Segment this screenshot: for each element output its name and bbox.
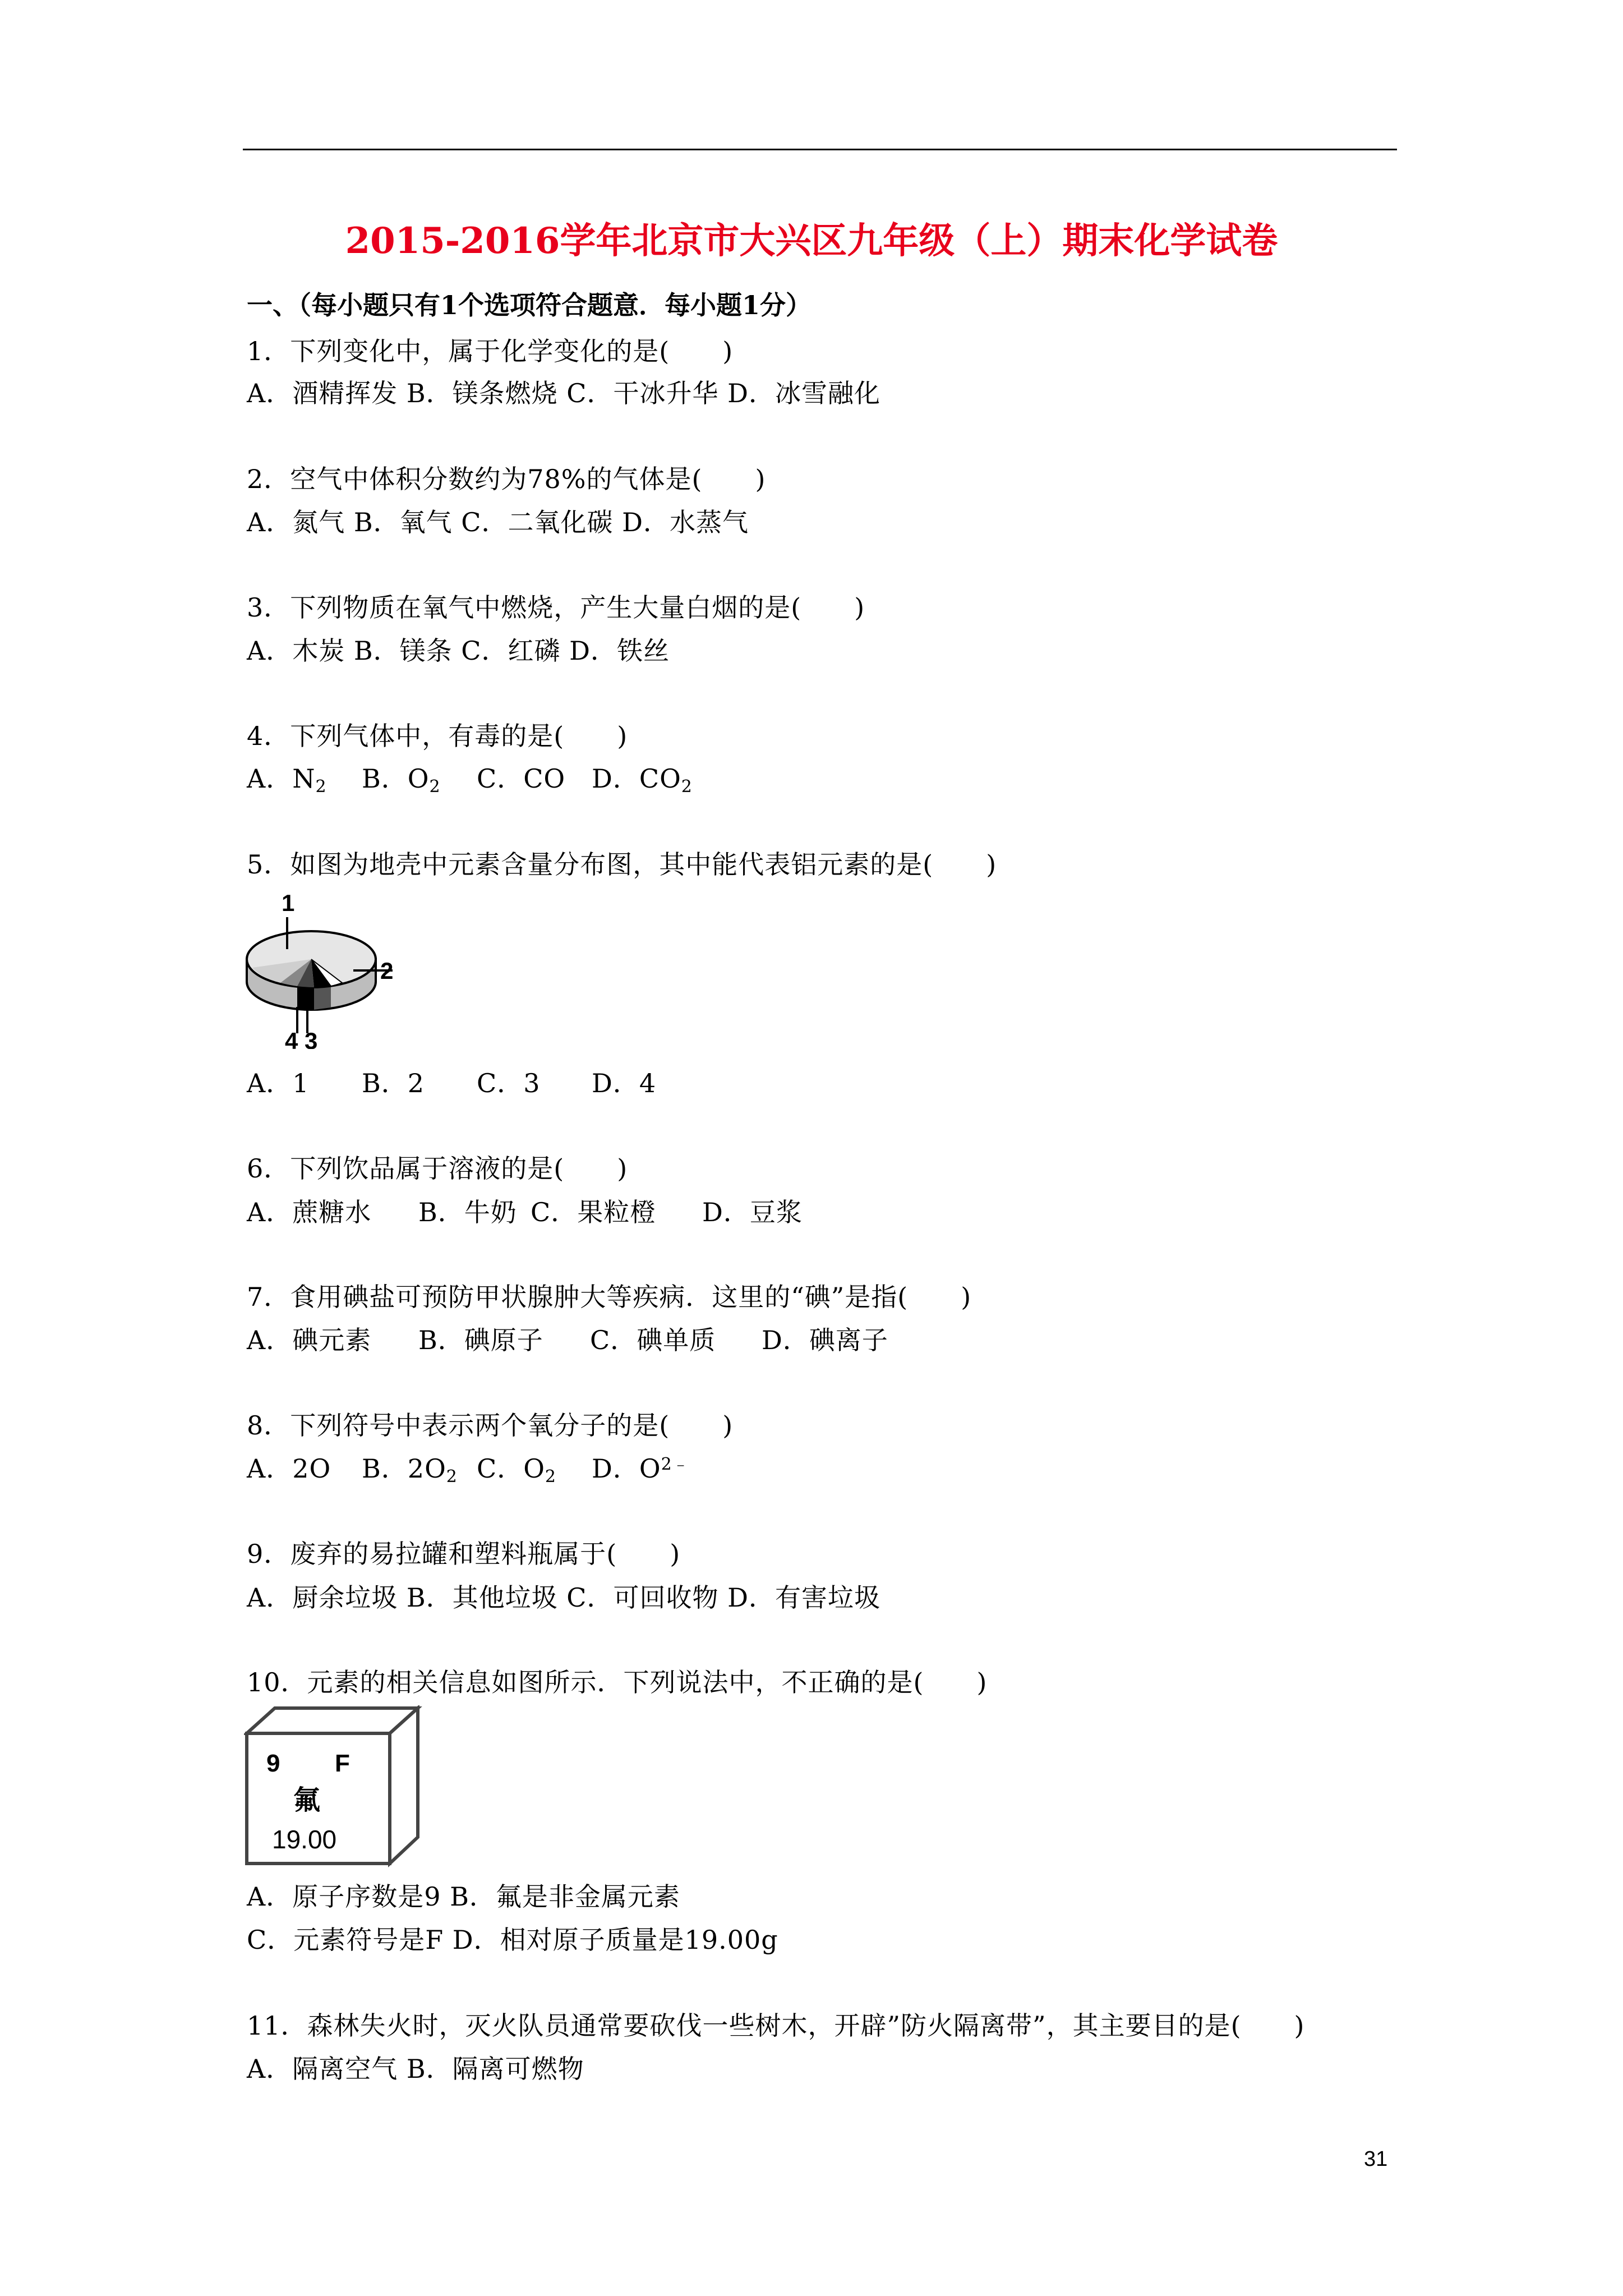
option-a: A．$N_2$ <box>247 763 327 797</box>
option-b: B．$O_2$ <box>362 763 441 797</box>
label-2: 2 <box>380 958 394 984</box>
option-b: B．牛奶 <box>418 1197 517 1227</box>
question-9-stem: 9．废弃的易拉罐和塑料瓶属于( ) <box>247 1539 681 1569</box>
option-b: B．2 <box>362 1068 425 1098</box>
atomic-number: 9 <box>266 1750 280 1777</box>
question-9-options: A．厨余垃圾 B．其他垃圾 C．可回收物 D．有害垃圾 <box>247 1582 880 1613</box>
question-2-stem: 2．空气中体积分数约为78%的气体是( ) <box>247 464 766 494</box>
question-10-stem: 10．元素的相关信息如图所示．下列说法中，不正确的是( ) <box>247 1667 988 1697</box>
question-5-options <box>247 1063 656 1100</box>
question-7-stem: 7．食用碘盐可预防甲状腺肿大等疾病．这里的“碘”是指( ) <box>247 1282 972 1312</box>
option-a: A．碘元素 <box>247 1325 372 1355</box>
question-5-stem: 5．如图为地壳中元素含量分布图，其中能代表铝元素的是( ) <box>247 849 997 880</box>
question-2-options: A．氮气 B．氧气 C．二氧化碳 D．水蒸气 <box>247 507 749 537</box>
label-4: 4 <box>285 1028 298 1049</box>
question-1-options: A．酒精挥发 B．镁条燃烧 C．干冰升华 D．冰雪融化 <box>247 378 880 408</box>
option-b: B．$2O_2$ <box>362 1453 458 1487</box>
crust-element-pie-figure <box>241 886 398 1049</box>
option-a: A．蔗糖水 <box>247 1197 372 1227</box>
option-d: D．$CO_2$ <box>592 763 693 797</box>
question-6-options <box>247 1192 803 1229</box>
label-3: 3 <box>305 1028 318 1049</box>
pie-side-mid-segment <box>314 985 331 1010</box>
label-1: 1 <box>282 890 295 916</box>
question-11-options: A．隔离空气 B．隔离可燃物 <box>247 2054 584 2084</box>
option-d: D．$O^{2﹣}$ <box>592 1453 690 1484</box>
option-c: C．果粒橙 <box>531 1197 657 1227</box>
question-8-options <box>247 1448 690 1487</box>
element-name: 氟 <box>293 1784 321 1816</box>
option-a: A．2O <box>247 1453 331 1484</box>
option-c: C．$O_2$ <box>477 1453 557 1487</box>
question-10-options-line-2: C．元素符号是F D．相对原子质量是19.00g <box>247 1925 778 1955</box>
option-c: C．3 <box>477 1068 541 1098</box>
option-d: D．4 <box>592 1068 657 1098</box>
question-4-options <box>247 758 693 797</box>
box-side-face <box>390 1708 418 1864</box>
option-c: C．碘单质 <box>590 1325 716 1355</box>
question-6-stem: 6．下列饮品属于溶液的是( ) <box>247 1153 628 1184</box>
question-7-options <box>247 1320 888 1357</box>
element-info-box-figure <box>244 1705 423 1868</box>
option-d: D．豆浆 <box>702 1197 803 1227</box>
section-heading: 一、（每小题只有1个选项符合题意．每小题1分） <box>247 290 812 320</box>
element-symbol: F <box>335 1750 350 1777</box>
option-d: D．碘离子 <box>762 1325 888 1355</box>
option-a: A．1 <box>247 1068 310 1098</box>
option-c: C．CO <box>477 763 566 794</box>
page-title: 2015-2016学年北京市大兴区九年级（上）期末化学试卷 <box>345 220 1278 262</box>
question-3-stem: 3．下列物质在氧气中燃烧，产生大量白烟的是( ) <box>247 592 865 623</box>
page-number: 31 <box>1364 2147 1388 2171</box>
header-rule <box>243 149 1397 150</box>
atomic-mass: 19.00 <box>272 1825 337 1854</box>
question-4-stem: 4．下列气体中，有毒的是( ) <box>247 721 628 751</box>
question-1-stem: 1．下列变化中，属于化学变化的是( ) <box>247 336 734 366</box>
question-8-stem: 8．下列符号中表示两个氧分子的是( ) <box>247 1410 734 1441</box>
question-3-options: A．木炭 B．镁条 C．红磷 D．铁丝 <box>247 636 670 666</box>
question-11-stem: 11．森林失火时，灭火队员通常要砍伐一些树木，开辟”防火隔离带”，其主要目的是( ) <box>247 2010 1305 2041</box>
question-10-options-line-1: A．原子序数是9 B．氟是非金属元素 <box>247 1881 680 1912</box>
option-b: B．碘原子 <box>418 1325 543 1355</box>
pie-side-dark-segment <box>297 986 314 1010</box>
